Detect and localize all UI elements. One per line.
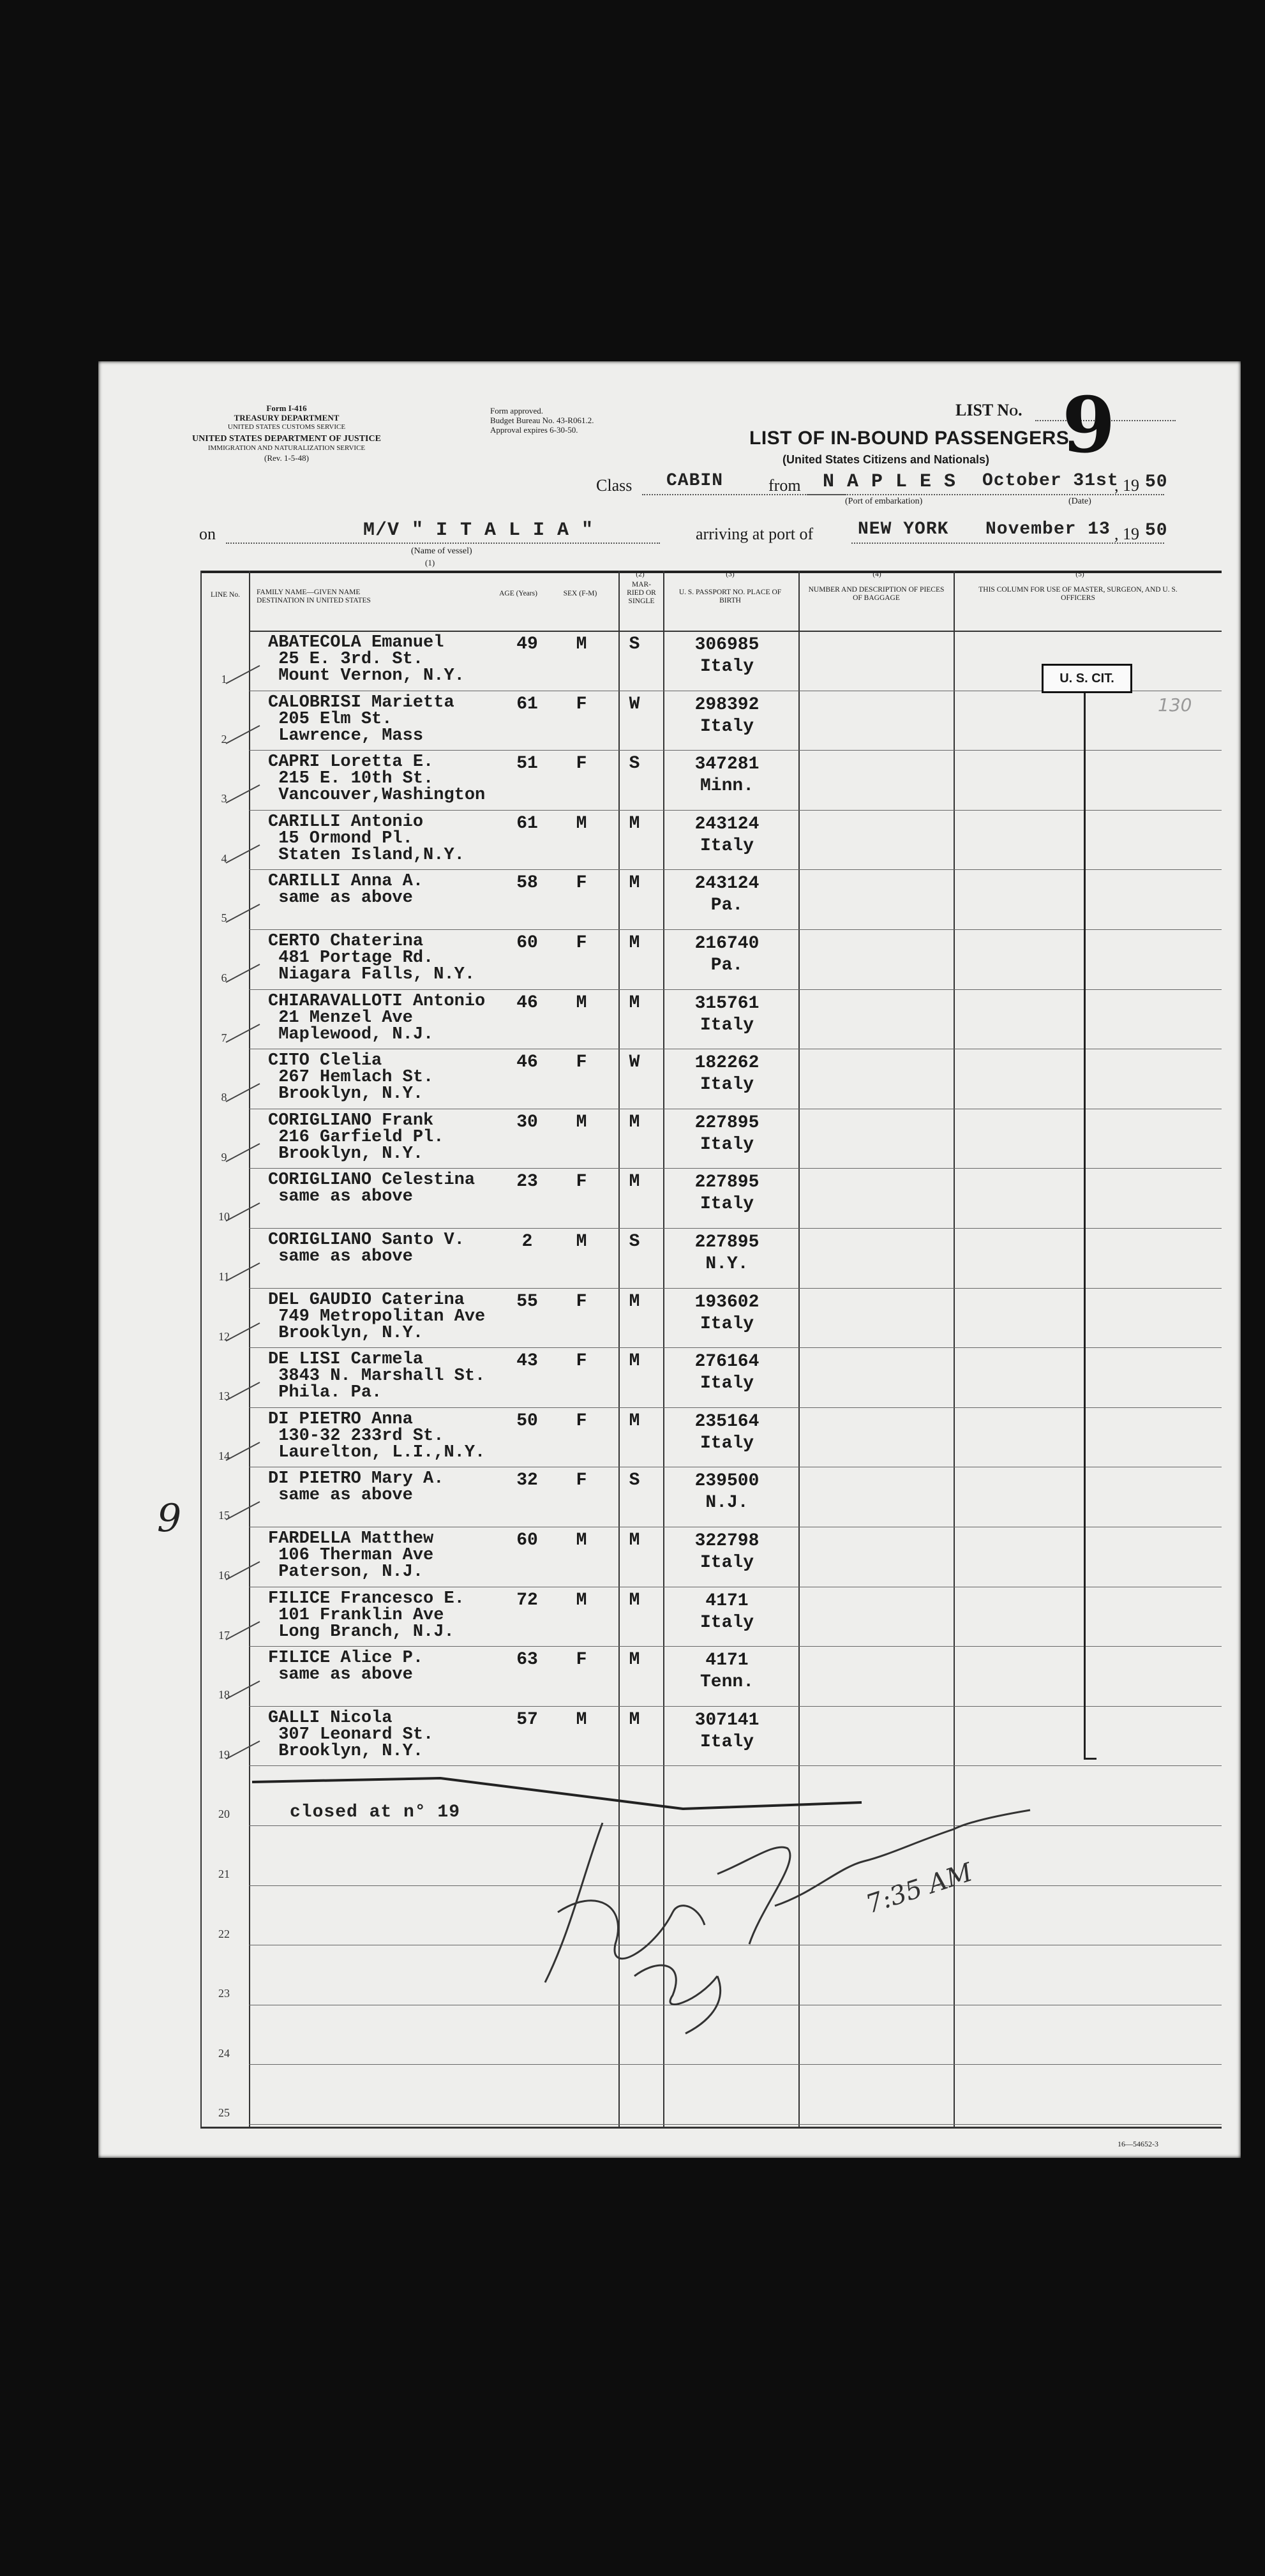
passenger-marital-status: M xyxy=(629,1172,640,1192)
passenger-name-address: CORIGLIANO Celestina same as above xyxy=(268,1171,475,1207)
passport-number: 276164 xyxy=(694,1352,760,1372)
col-officers-header: THIS COLUMN FOR USE OF MASTER, SURGEON, AND U. S. OFFICERS xyxy=(978,586,1178,602)
form-number: Form I-416 xyxy=(266,403,307,413)
passenger-name-address: CERTO Chaterina 481 Portage Rd. Niagara Falls, N.Y. xyxy=(268,932,475,984)
passenger-sex: M xyxy=(576,1232,587,1252)
table-row xyxy=(98,750,1241,809)
list-no-label: LIST No. xyxy=(955,401,1022,419)
row-line-number: 14 xyxy=(218,1449,230,1462)
passenger-age: 51 xyxy=(516,754,538,774)
col-passport-header: U. S. PASSPORT NO. PLACE OF BIRTH xyxy=(678,588,782,604)
passenger-sex: F xyxy=(576,1172,587,1192)
passenger-age: 61 xyxy=(516,813,538,834)
passenger-sex: F xyxy=(576,1411,587,1431)
passenger-sex: M xyxy=(576,634,587,654)
place-of-birth: Italy xyxy=(700,1314,754,1334)
passenger-age: 60 xyxy=(516,1531,538,1550)
passport-number: 243124 xyxy=(694,874,760,894)
passenger-age: 57 xyxy=(516,1709,538,1730)
passport-number: 235164 xyxy=(694,1411,760,1432)
col-line-header: LINE No. xyxy=(211,591,240,599)
passenger-name-address: FILICE Alice P. same as above xyxy=(268,1649,424,1685)
table-row xyxy=(98,1706,1241,1765)
rev-label: (Rev. 1-5-48) xyxy=(264,453,309,463)
budget-bureau: Budget Bureau No. 43-R061.2. xyxy=(490,416,594,425)
manifest-sheet xyxy=(98,361,1241,2158)
col-num-5: (5) xyxy=(1075,571,1084,578)
row-line-number: 11 xyxy=(218,1270,230,1283)
row-line-number: 9 xyxy=(221,1150,227,1164)
arrival-year-prefix: , 19 xyxy=(1114,525,1139,543)
officer-signature xyxy=(507,1785,1081,2040)
place-of-birth: Pa. xyxy=(710,895,744,916)
place-of-birth: Italy xyxy=(700,1015,754,1035)
passenger-sex: F xyxy=(576,1291,587,1312)
passenger-marital-status: M xyxy=(629,873,640,894)
from-label: from xyxy=(768,476,801,495)
passenger-sex: F xyxy=(576,754,587,774)
passenger-marital-status: M xyxy=(629,1590,640,1610)
passenger-sex: F xyxy=(576,873,587,894)
row-line-number: 5 xyxy=(221,911,227,925)
class-value: CABIN xyxy=(666,471,724,491)
vessel-name: M/V " I T A L I A " xyxy=(363,520,594,541)
passport-number: 227895 xyxy=(694,1172,760,1193)
row-line-number: 4 xyxy=(221,851,227,865)
table-row xyxy=(98,1646,1241,1705)
table-row xyxy=(98,1109,1241,1168)
passenger-age: 43 xyxy=(516,1351,538,1372)
officer-bracket xyxy=(1084,693,1086,1759)
list-subtitle: (United States Citizens and Nationals) xyxy=(782,453,990,466)
passenger-sex: F xyxy=(576,1351,587,1372)
passenger-marital-status: W xyxy=(629,1052,640,1073)
passenger-sex: M xyxy=(576,1531,587,1550)
footer-code: 16—54652-3 xyxy=(1118,2139,1158,2148)
place-of-birth: Italy xyxy=(700,1194,754,1215)
place-of-birth: Italy xyxy=(700,1612,754,1633)
passenger-age: 46 xyxy=(516,1052,538,1073)
passport-number: 306985 xyxy=(694,635,760,655)
passenger-marital-status: M xyxy=(629,1112,640,1132)
col-married-header: MAR- RIED OR SINGLE xyxy=(627,581,656,605)
row-line-number: 18 xyxy=(218,1688,230,1702)
table-row xyxy=(98,1467,1241,1526)
passenger-marital-status: M xyxy=(629,1531,640,1550)
passport-number: 4171 xyxy=(705,1591,749,1611)
class-label: Class xyxy=(596,476,632,495)
passport-number: 4171 xyxy=(705,1651,749,1671)
on-label: on xyxy=(199,525,216,543)
place-of-birth: N.J. xyxy=(705,1493,749,1513)
passenger-sex: M xyxy=(576,1112,587,1132)
passenger-marital-status: M xyxy=(629,1351,640,1372)
passenger-age: 32 xyxy=(516,1471,538,1491)
row-line-number: 7 xyxy=(221,1031,227,1044)
table-row xyxy=(98,1347,1241,1407)
treasury-label: TREASURY DEPARTMENT xyxy=(234,413,340,423)
place-of-birth: Italy xyxy=(700,1374,754,1394)
passenger-marital-status: S xyxy=(629,634,640,654)
place-of-birth: Italy xyxy=(700,657,754,677)
passenger-name-address: CALOBRISI Marietta 205 Elm St. Lawrence, Mass xyxy=(268,693,454,745)
justice-header xyxy=(188,434,385,463)
passenger-age: 50 xyxy=(516,1411,538,1431)
passenger-marital-status: S xyxy=(629,1471,640,1491)
passenger-sex: M xyxy=(576,1590,587,1610)
place-of-birth: Italy xyxy=(700,1553,754,1573)
row-line-number: 17 xyxy=(218,1628,230,1642)
passenger-sex: M xyxy=(576,992,587,1013)
officer-bracket-end xyxy=(1084,1758,1097,1760)
passport-number: 227895 xyxy=(694,1232,760,1252)
vessel-caption: (Name of vessel) xyxy=(411,546,472,556)
passenger-marital-status: M xyxy=(629,1709,640,1730)
margin-note: 130 xyxy=(1158,694,1192,715)
passenger-name-address: GALLI Nicola 307 Leonard St. Brooklyn, N.Y. xyxy=(268,1708,434,1761)
table-row xyxy=(98,989,1241,1049)
from-port: N A P L E S xyxy=(823,471,957,493)
from-year: 50 xyxy=(1145,472,1168,492)
passenger-age: 63 xyxy=(516,1650,538,1670)
table-row xyxy=(98,1228,1241,1287)
passenger-marital-status: M xyxy=(629,1291,640,1312)
customs-label: UNITED STATES CUSTOMS SERVICE xyxy=(227,423,346,431)
passport-number: 243124 xyxy=(694,814,760,834)
passenger-name-address: CHIARAVALLOTI Antonio 21 Menzel Ave Maplewood, N.J. xyxy=(268,991,486,1044)
arrival-date: November 13 xyxy=(985,520,1111,539)
passenger-marital-status: M xyxy=(629,1411,640,1431)
passenger-age: 46 xyxy=(516,992,538,1013)
passenger-name-address: DEL GAUDIO Caterina 749 Metropolitan Ave Brooklyn, N.Y. xyxy=(268,1290,486,1343)
passenger-age: 2 xyxy=(521,1232,533,1252)
port-caption: (Port of embarkation) xyxy=(845,497,923,506)
us-citizen-stamp: U. S. CIT. xyxy=(1042,664,1132,693)
table-row xyxy=(98,1527,1241,1586)
signature-time: 7:35 AM xyxy=(862,1857,977,1920)
arriving-label: arriving at port of xyxy=(696,525,814,543)
ins-label: IMMIGRATION AND NATURALIZATION SERVICE xyxy=(207,444,366,452)
passport-number: 307141 xyxy=(694,1710,760,1730)
row-line-number: 19 xyxy=(218,1748,230,1761)
row-line-number: 15 xyxy=(218,1509,230,1522)
passport-number: 216740 xyxy=(694,934,760,954)
table-row xyxy=(98,1288,1241,1347)
passenger-marital-status: S xyxy=(629,1232,640,1252)
passport-number: 315761 xyxy=(694,993,760,1014)
place-of-birth: Italy xyxy=(700,1732,754,1752)
table-row xyxy=(98,2064,1241,2123)
passenger-name-address: CORIGLIANO Frank 216 Garfield Pl. Brooklyn, N.Y. xyxy=(268,1111,444,1164)
passenger-name-address: CITO Clelia 267 Hemlach St. Brooklyn, N.Y. xyxy=(268,1051,434,1104)
passenger-name-address: CORIGLIANO Santo V. same as above xyxy=(268,1231,465,1266)
approval-block xyxy=(490,406,656,435)
passenger-age: 23 xyxy=(516,1172,538,1192)
passport-number: 347281 xyxy=(694,754,760,775)
passenger-age: 58 xyxy=(516,873,538,894)
passenger-name-address: CAPRI Loretta E. 215 E. 10th St. Vancouver,Washington xyxy=(268,753,486,805)
passport-number: 193602 xyxy=(694,1292,760,1312)
list-number: 9 xyxy=(1062,380,1116,470)
date-caption: (Date) xyxy=(1068,497,1091,506)
passport-number: 227895 xyxy=(694,1112,760,1133)
table-bottom-rule xyxy=(200,2127,1222,2129)
passenger-name-address: CARILLI Anna A. same as above xyxy=(268,872,424,908)
row-line-number: 23 xyxy=(218,1987,230,2000)
row-line-number: 10 xyxy=(218,1210,230,1224)
place-of-birth: Tenn. xyxy=(700,1672,754,1693)
form-approved: Form approved. xyxy=(490,406,544,416)
arrival-port: NEW YORK xyxy=(858,520,949,539)
passport-number: 182262 xyxy=(694,1053,760,1074)
passport-number: 298392 xyxy=(694,694,760,715)
passenger-name-address: FARDELLA Matthew 106 Therman Ave Paterson, N.J. xyxy=(268,1529,434,1582)
passenger-marital-status: M xyxy=(629,992,640,1013)
place-of-birth: Pa. xyxy=(710,955,744,975)
passenger-age: 72 xyxy=(516,1590,538,1610)
passenger-name-address: CARILLI Antonio 15 Ormond Pl. Staten Island,N.Y. xyxy=(268,812,465,865)
row-line-number: 20 xyxy=(218,1808,230,1821)
place-of-birth: Italy xyxy=(700,1433,754,1453)
row-line-number: 21 xyxy=(218,1868,230,1880)
table-row xyxy=(98,1407,1241,1467)
passenger-sex: F xyxy=(576,694,587,714)
row-line-number: 2 xyxy=(221,732,227,745)
from-year-prefix: , 19 xyxy=(1114,476,1139,495)
passenger-name-address: FILICE Francesco E. 101 Franklin Ave Long Branch, N.J. xyxy=(268,1589,465,1642)
place-of-birth: N.Y. xyxy=(705,1254,749,1274)
col-num-4: (4) xyxy=(872,571,881,578)
passenger-sex: F xyxy=(576,1471,587,1491)
passenger-marital-status: M xyxy=(629,933,640,953)
from-date: October 31st xyxy=(982,471,1119,491)
passport-number: 322798 xyxy=(694,1531,760,1551)
place-of-birth: Italy xyxy=(700,1075,754,1095)
passenger-marital-status: M xyxy=(629,1650,640,1670)
vessel-line xyxy=(226,543,660,544)
passenger-marital-status: W xyxy=(629,694,640,714)
form-agency-header xyxy=(188,403,385,432)
passenger-age: 60 xyxy=(516,933,538,953)
row-line-number: 22 xyxy=(218,1927,230,1940)
place-of-birth: Italy xyxy=(700,835,754,856)
passenger-marital-status: M xyxy=(629,813,640,834)
col-baggage-header: NUMBER AND DESCRIPTION OF PIECES OF BAGGAGE xyxy=(808,586,945,602)
place-of-birth: Italy xyxy=(700,1134,754,1155)
vessel-col: (1) xyxy=(425,558,435,567)
list-title: LIST OF IN-BOUND PASSENGERS xyxy=(749,428,1070,449)
passenger-sex: F xyxy=(576,1052,587,1073)
passenger-age: 49 xyxy=(516,634,538,654)
place-of-birth: Italy xyxy=(700,716,754,737)
table-top-rule xyxy=(200,571,1222,573)
row-line-number: 6 xyxy=(221,971,227,984)
justice-label: UNITED STATES DEPARTMENT OF JUSTICE xyxy=(192,434,381,444)
table-row xyxy=(98,1587,1241,1646)
col-name-header: FAMILY NAME—GIVEN NAME DESTINATION IN UNITED STATES xyxy=(257,588,371,604)
passenger-name-address: DI PIETRO Anna 130-32 233rd St. Laurelton, L.I.,N.Y. xyxy=(268,1409,486,1462)
table-row xyxy=(98,869,1241,929)
table-row xyxy=(98,1049,1241,1108)
passport-number: 239500 xyxy=(694,1471,760,1492)
approval-expires: Approval expires 6-30-50. xyxy=(490,425,578,435)
passenger-sex: F xyxy=(576,1650,587,1670)
row-line-number: 24 xyxy=(218,2046,230,2060)
table-row xyxy=(98,691,1241,750)
passenger-sex: M xyxy=(576,813,587,834)
passenger-marital-status: S xyxy=(629,754,640,774)
passenger-age: 55 xyxy=(516,1291,538,1312)
row-rule xyxy=(249,2124,1222,2125)
place-of-birth: Minn. xyxy=(700,776,754,797)
passenger-age: 61 xyxy=(516,694,538,714)
col-age-header: AGE (Years) xyxy=(499,590,537,597)
arrival-year: 50 xyxy=(1145,521,1168,541)
row-line-number: 8 xyxy=(221,1091,227,1104)
table-row xyxy=(98,1168,1241,1227)
table-row xyxy=(98,810,1241,869)
passenger-age: 30 xyxy=(516,1112,538,1132)
passenger-sex: M xyxy=(576,1709,587,1730)
row-line-number: 12 xyxy=(218,1329,230,1343)
row-line-number: 3 xyxy=(221,792,227,805)
closed-note: closed at n° 19 xyxy=(290,1802,461,1822)
passenger-sex: F xyxy=(576,933,587,953)
row-line-number: 25 xyxy=(218,2106,230,2120)
passenger-name-address: ABATECOLA Emanuel 25 E. 3rd. St. Mount Vernon, N.Y. xyxy=(268,633,465,685)
row-line-number: 1 xyxy=(221,673,227,685)
passenger-name-address: DI PIETRO Mary A. same as above xyxy=(268,1469,444,1506)
from-line xyxy=(807,494,1164,495)
left-margin-mark: 9 xyxy=(157,1496,182,1541)
col-num-3: (3) xyxy=(726,571,735,578)
row-line-number: 13 xyxy=(218,1389,230,1403)
col-sex-header: SEX (F-M) xyxy=(563,590,597,597)
col-num-2: (2) xyxy=(636,571,645,578)
row-line-number: 16 xyxy=(218,1569,230,1582)
table-row xyxy=(98,929,1241,989)
passenger-name-address: DE LISI Carmela 3843 N. Marshall St. Phila. Pa. xyxy=(268,1350,486,1403)
